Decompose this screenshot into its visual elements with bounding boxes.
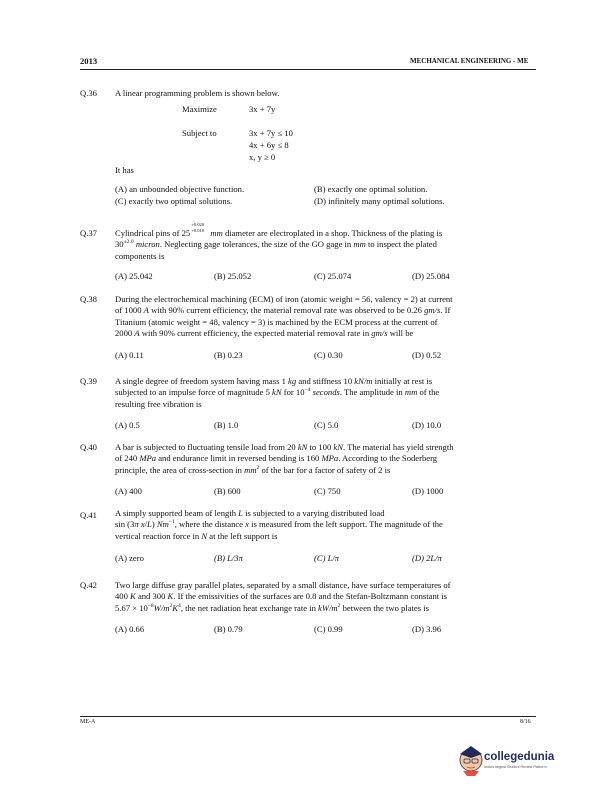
option-a: (A) zero <box>115 553 144 563</box>
option-d: (D) 25.084 <box>412 271 450 281</box>
question-number: Q.38 <box>80 294 97 304</box>
option-a: (A) 0.66 <box>115 624 145 634</box>
footer-rule <box>80 716 536 717</box>
objective-function: 3x + 7y <box>249 104 276 114</box>
question-text: Two large diffuse gray parallel plates, separated by a small distance, have surface temperatures of 400 K and 300 K. If the emissivities of the surfaces are 0.8 and the Stefan-Boltzmann constant is $5.67 \times 10^{-8}W/m^2K^4$, the net radiation heat exchange rate in $kW/m^2$ between the two plates is <box>115 580 451 613</box>
footer-page-number: 8/16 <box>520 719 531 725</box>
option-c: (C) 750 <box>314 486 341 496</box>
option-c: (C) L/π <box>314 553 340 563</box>
option-d: (D) 3.96 <box>412 624 442 634</box>
option-d: (D) 10.0 <box>412 420 442 430</box>
pin-diameter: 25 <box>181 228 191 238</box>
header-rule <box>80 69 536 70</box>
option-a: (A) an unbounded objective function. <box>115 184 245 194</box>
option-c: (C) exactly two optimal solutions. <box>115 196 233 206</box>
option-d: (D) 0.52 <box>412 350 442 360</box>
option-d: (D) infinitely many optimal solutions. <box>314 196 445 206</box>
plating-thickness: 30 <box>115 239 124 250</box>
constraint-3: x, y ≥ 0 <box>249 152 276 162</box>
logo-tagline: India's largest Student Review Platform <box>484 765 547 769</box>
option-a: (A) 400 <box>115 486 142 496</box>
option-b: (B) 0.79 <box>214 624 243 634</box>
option-d: (D) 2L/π <box>412 553 442 563</box>
question-number: Q.39 <box>80 376 97 386</box>
footer-code: ME-A <box>80 719 96 725</box>
option-b: (B) exactly one optimal solution. <box>314 184 428 194</box>
option-c: (C) 25.074 <box>314 271 352 281</box>
option-b: (B) 0.23 <box>214 350 243 360</box>
option-a: (A) 25.042 <box>115 271 153 281</box>
question-number: Q.42 <box>80 580 97 590</box>
question-text: A linear programming problem is shown below. <box>115 88 280 98</box>
option-d: (D) 1000 <box>412 486 444 496</box>
option-b: (B) 1.0 <box>214 420 239 430</box>
question-text: During the electrochemical machining (ECM) of iron (atomic weight = 56, valency = 2) at current of 1000 A with 90% current efficiency, the material removal rate was observed to be 0.26 gm/s. If Titanium (atomic weight = 48, valency = 3) is machined by the ECM process at the current of 2000 A with 90% current efficiency, the expected material removal rate in gm/s will be <box>115 294 453 339</box>
question-text: A single degree of freedom system having mass 1 kg and stiffness 10 kN/m initially at rest is subjected to an impulse force of magnitude 5 kN for $10^{-4}$ seconds. The amplitude in mm of the resulting free vibration is <box>115 376 440 409</box>
logo-name: collegedunia <box>484 751 555 763</box>
question-text: A bar is subjected to fluctuating tensile load from 20 kN to 100 kN. The material has yield strength of 240 MPa and endurance limit in reversed bending is 160 MPa. According to the Soderberg principle, the area of cross-section in $mm^2$ of the bar for a factor of safety of 2 is <box>115 442 454 475</box>
maximize-label: Maximize <box>182 104 217 114</box>
option-a: (A) 0.5 <box>115 420 140 430</box>
option-b: (B) L/3π <box>214 553 243 563</box>
question-number: Q.37 <box>80 228 97 238</box>
option-b: (B) 600 <box>214 486 241 496</box>
option-c: (C) 0.30 <box>314 350 343 360</box>
option-b: (B) 25.052 <box>214 271 252 281</box>
question-number: Q.40 <box>80 442 97 452</box>
constraint-2: 4x + 6y ≤ 8 <box>249 140 289 150</box>
option-c: (C) 0.99 <box>314 624 343 634</box>
header-subject: MECHANICAL ENGINEERING - ME <box>410 57 529 65</box>
question-number: Q.41 <box>80 510 97 520</box>
subject-to-label: Subject to <box>182 128 217 138</box>
option-c: (C) 5.0 <box>314 420 339 430</box>
option-a: (A) 0.11 <box>115 350 144 360</box>
question-text: A simply supported beam of length L is subjected to a varying distributed load sin (3π x/L) $Nm^{-1}$, where the distance x is measured from the left support. The magnitude of the vertical reaction force in N at the left support is <box>115 508 443 541</box>
it-has-label: It has <box>115 165 134 175</box>
question-text: Cylindrical pins of 25 +0.020 +0.010 mm diameter are electroplated in a shop. Thickness of the plating is $30^{\pm 2.0}$ micron. Neglecting gage tolerances, the size of the GO gage in mm to inspect the plated components is <box>115 222 443 261</box>
question-number: Q.36 <box>80 88 97 98</box>
constraint-1: 3x + 7y ≤ 10 <box>249 128 293 138</box>
diameter-tolerance: +0.020 +0.010 <box>191 222 205 233</box>
header-year: 2013 <box>80 56 98 66</box>
